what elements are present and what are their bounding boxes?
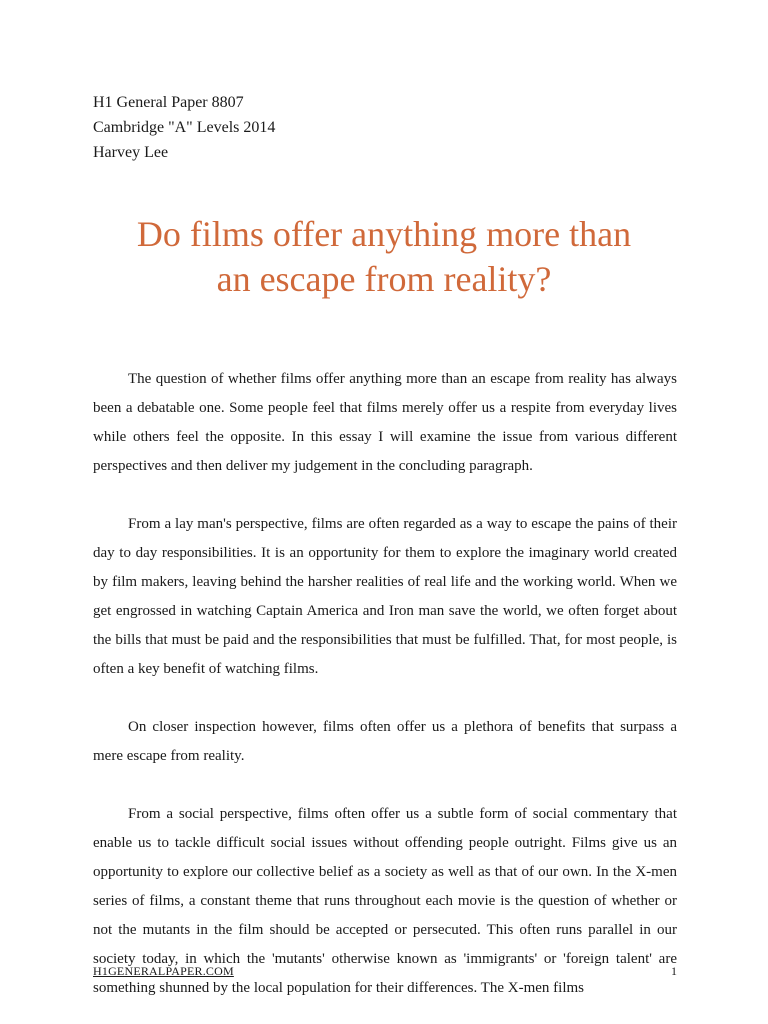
exam-line: Cambridge "A" Levels 2014 [93, 119, 276, 136]
title-line-2: an escape from reality? [216, 259, 552, 299]
essay-body [93, 365, 677, 1003]
document-header [93, 90, 275, 165]
paragraph-lay-man: From a lay man's perspective, films are often regarded as a way to escape the pains of their day to day responsibilities. It is an opportunity for them to explore the imaginary world created by film makers, leaving behind the harsher realities of real life and the working world. When we get engrossed in watching Captain America and Iron man save the world, we often forget about the bills that must be paid and the responsibilities that must be fulfilled. That, for most people, is often a key benefit of watching films. [93, 516, 677, 677]
footer-site-link[interactable]: H1GENERALPAPER.COM [93, 964, 234, 978]
course-line: H1 General Paper 8807 [93, 94, 244, 111]
essay-title [60, 212, 708, 302]
paragraph-intro: The question of whether films offer anything more than an escape from reality has always been a debatable one. Some people feel that films merely offer us a respite from everyday lives while others feel the opposite. In this essay I will examine the issue from various different perspectives and then deliver my judgement in the concluding paragraph. [93, 371, 677, 474]
paragraph-closer-inspection: On closer inspection however, films often offer us a plethora of benefits that surpass a mere escape from reality. [93, 719, 677, 764]
title-line-1: Do films offer anything more than [136, 214, 632, 254]
author-line: Harvey Lee [93, 144, 169, 161]
page-number: 1 [671, 964, 677, 978]
paragraph-social-perspective: From a social perspective, films often offer us a subtle form of social commentary that enable us to tackle difficult social issues without offending people outright. Films give us an opportunity to explore our collective belief as a society as well as that of our own. In the X-men series of films, a constant theme that runs throughout each movie is the question of whether or not the mutants in the film should be accepted or persecuted. This often runs parallel in our society today, in which the 'mutants' otherwise known as 'immigrants' or 'foreign talent' are something shunned by the local population for their differences. The X-men films [93, 806, 677, 996]
